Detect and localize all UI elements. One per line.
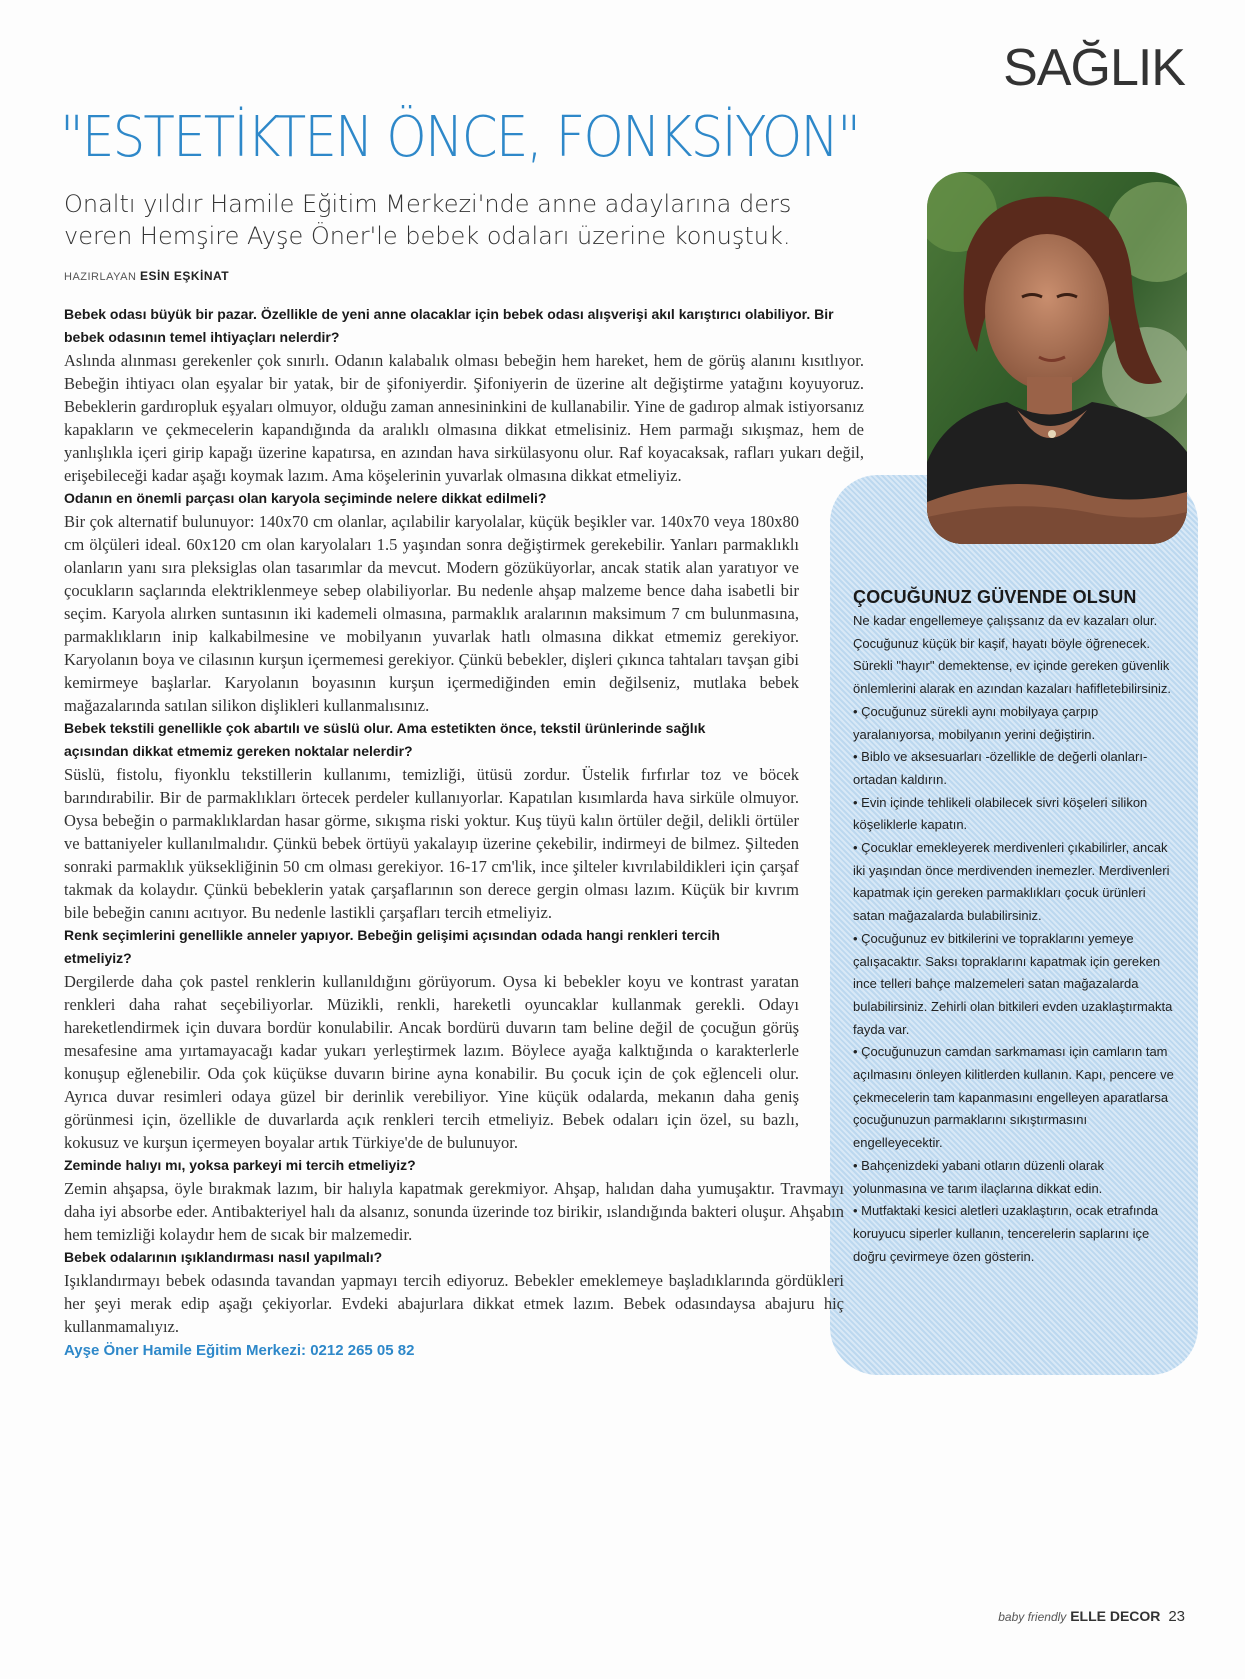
- headline: "ESTETİKTEN ÖNCE, FONKSİYON": [60, 105, 860, 170]
- sidebar-tip: • Biblo ve aksesuarları -özellikle de değerli olanları- ortadan kaldırın.: [853, 749, 1148, 787]
- question: Odanın en önemli parçası olan karyola seçiminde nelere dikkat edilmeli?: [64, 490, 547, 506]
- sidebar-text: [853, 610, 1178, 1268]
- portrait-photo: [927, 172, 1187, 544]
- question: Bebek odalarının ışıklandırması nasıl yapılmalı?: [64, 1249, 383, 1265]
- question: Bebek tekstili genellikle çok abartılı ve süslü olur. Ama estetikten önce, tekstil ürünlerinde sağlık açısından dikkat etmemiz gereken noktalar nelerdir?: [64, 720, 706, 759]
- answer: Işıklandırmayı bebek odasında tavandan yapmayı tercih ediyoruz. Bebekler emeklemeye başladıklarında gördükleri her şeyi merak edip aşağı çekiyorlar. Evdeki abajurlara dikkat etmek lazım. Bebek odasındaysa abajuru hiç kullanmamalıyız.: [64, 1271, 844, 1336]
- question: Zeminde halıyı mı, yoksa parkeyi mi tercih etmeliyiz?: [64, 1157, 416, 1173]
- interview-body: [64, 303, 864, 1364]
- answer: Süslü, fistolu, fiyonklu tekstillerin kullanımı, temizliği, ütüsü zordur. Üstelik fırfırlar toz ve böcek barındırabilir. Bir de parmaklıkları örtecek perdeler kullanıyorlar. Kapatılan kısımlarda hava sirküle olmuyor. Oysa bebeğin o parmaklıklardan hasar görme, sıkışma riski yoktur. Kuş tüyü kalın örtüler değil, delikli örtüler ve battaniyeler kullanılmalıdır. Çünkü bebek örtüyü yakalayıp üzerine çekebilir, indirmeyi de bilmez. Şilteden sonraki parmaklık yüksekliğinin 50 cm olması gerekiyor. 16-17 cm'lik, ince şilteler kıvrılabildikleri için çarşaf takmak da kolaydır. Çünkü bebeklerin yatak çarşaflarının son derece gergin olması lazım. Küçük bir kıvrım bile bebeğin canını acıtıyor. Bu nedenle lastikli çarşafları tercih etmeliyiz.: [64, 765, 799, 922]
- contact-info: Ayşe Öner Hamile Eğitim Merkezi: 0212 265 05 82: [64, 1342, 415, 1359]
- sidebar-tip: • Çocuğunuz sürekli aynı mobilyaya çarpıp yaralanıyorsa, mobilyanın yerini değiştirin.: [853, 703, 1099, 742]
- page-number: 23: [1168, 1608, 1185, 1625]
- deck: Onaltı yıldır Hamile Eğitim Merkezi'nde anne adaylarına ders veren Hemşire Ayşe Öner'le bebek odaları üzerine konuştuk.: [64, 190, 792, 250]
- byline: [64, 269, 229, 283]
- sidebar-tip: • Çocuklar emekleyerek merdivenleri çıkabilirler, ancak iki yaşından önce merdivenden inemezler. Merdivenleri kapatmak için gereken parmaklıkları çocuk ürünleri satan mağazalarda bulabilirsiniz.: [853, 840, 1170, 924]
- page-footer: [998, 1608, 1185, 1625]
- sidebar-title: ÇOCUĞUNUZ GÜVENDE OLSUN: [853, 587, 1137, 607]
- sidebar-tip: • Bahçenizdeki yabani otların düzenli olarak yolunmasına ve tarım ilaçlarına dikkat edin.: [853, 1157, 1104, 1196]
- answer: Aslında alınması gerekenler çok sınırlı. Odanın kalabalık olması bebeğin hem hareket, hem de görüş alanını kısıtlıyor. Bebeğin ihtiyacı olan eşyalar bir yatak, bir de şifoniyerdir. Şifoniyerin de üzerine alt değiştirme yatağını koyuyoruz. Bebeklerin gardıropluk eşyaları olmuyor, olduğu zaman annesininkini de kullanabilir. Yine de gadırop almak istiyorsanız kapakların ve çekmecelerin kapandığında da aralıklı olmasına dikkat etmelisiniz. Hem parmağı sıkışmaz, hem de yanlışlıkla içeri girip kapağı üzerine kapatırsa, en azından hava sirkülasyonu olur. Raf koyacaksak, rafları yukarı değil, erişebileceği kadar aşağı koymak lazım. Ama köşelerinin yuvarlak olmasına dikkat etmeliyiz.: [64, 351, 864, 485]
- question: Bebek odası büyük bir pazar. Özellikle de yeni anne olacaklar için bebek odası alışverişi akıl karıştırıcı olabiliyor. Bir bebek odasının temel ihtiyaçları nelerdir?: [64, 306, 834, 345]
- sidebar-intro: Ne kadar engellemeye çalışsanız da ev kazaları olur. Çocuğunuz küçük bir kaşif, hayatı böyle öğrenecek. Sürekli "hayır" demektense, ev içinde gereken güvenlik önlemlerini alarak en azından kazaları hafifletebilirsiniz.: [853, 613, 1171, 697]
- sidebar-tip: • Evin içinde tehlikeli olabilecek sivri köşeleri silikon köşeliklerle kapatın.: [853, 794, 1148, 833]
- section-title: SAĞLIK: [1003, 39, 1185, 97]
- byline-name: ESİN EŞKİNAT: [140, 269, 230, 283]
- question: Renk seçimlerini genellikle anneler yapıyor. Bebeğin gelişimi açısından odada hangi renkleri tercih etmeliyiz?: [64, 927, 720, 966]
- answer: Bir çok alternatif bulunuyor: 140x70 cm olanlar, açılabilir karyolalar, küçük beşikler var. 140x70 veya 180x80 cm ölçüleri ideal. 60x120 cm olan karyolaları 1.5 yaşından sonra değiştirmek gerekebilir. Yanları parmaklıklı olanların yanı sıra pleksiglas olan tasarımlar da mevcut. Modern gözüküyorlar, ancak statik alan yaratıyor ve çocukların saçlarında elektriklenmeye sebep olabiliyorlar. Bu nedenle ahşap malzeme bence daha isabetli bir seçim. Karyola alırken suntasının iki kademeli olmasına, parmaklık aralarının maksimum 7 cm bulunmasına, parmaklıkların inip kalkabilmesine ve mobilyanın yuvarlak hatlı olmasına dikkat etmemiz gerekiyor. Karyolanın boya ve cilasının kurşun içermemesi gerekiyor. Çünkü bebekler, dişleri çıkınca tahtaları tavşan gibi kemirmeye başlarlar. Karyolanın boyasının kurşun içermediğinden emin değilseniz, mutlaka bebek mağazalarında satılan silikon dişlikleri kullanmalısınız.: [64, 512, 799, 715]
- sidebar-tip: • Mutfaktaki kesici aletleri uzaklaştırın, ocak etrafında koruyucu siperler kullanın, tencerelerin saplarını içe doğru çevirmeye özen gösterin.: [853, 1203, 1159, 1264]
- magazine-name: ELLE DECOR: [1070, 1608, 1161, 1624]
- footer-tag: baby friendly: [998, 1610, 1067, 1624]
- answer: Zemin ahşapsa, öyle bırakmak lazım, bir halıyla kapatmak gerekmiyor. Ahşap, halıdan daha yumuşaktır. Travmayı daha iyi absorbe eder. Antibakteriyel halı da alsanız, sonunda üzerinde toz birikir, ıslandığında bakteri oluşur. Ahşabın hem temizliği kolaydır hem de sıcak bir malzemedir.: [64, 1179, 844, 1244]
- answer: Dergilerde daha çok pastel renklerin kullanıldığını görüyorum. Oysa ki bebekler koyu ve kontrast yaratan renkleri daha rahat seçebiliyorlar. Müzikli, renkli, hareketli oyuncaklar kullanmak gerekli. Odayı hareketlendirmek için duvara bordür konulabilir. Ancak bordürü duvarın tam beline değil de çocuğun görüş mesafesine ama yırtamayacağı kadar yukarı yerleştirmek lazım. Böylece ayağa kalktığında o karakterlerle konuşup eğlenebilir. Oda çok küçükse duvarın birine ayna konabilir. Bu çocuk için de çok eğlenceli olur. Ayrıca duvar resimleri odaya güzel bir derinlik verebiliyor. Yine küçük odalarda, mekanın daha geniş görünmesi için, özellikle de duvarlarda açık renkleri tercih etmeliyiz. Bebek odaları için özel, su bazlı, kokusuz ve kurşun içermeyen boyalar artık Türkiye'de de bulunuyor.: [64, 972, 799, 1152]
- sidebar-tip: • Çocuğunuzun camdan sarkmaması için camların tam açılmasını önleyen kilitlerden kullanın. Kapı, pencere ve çekmecelerin tam kapanmasını engelleyen aparatlarsa çocuğunuzun parmaklarını sıkıştırmasını engelleyecektir.: [853, 1044, 1174, 1151]
- byline-prefix: HAZIRLAYAN: [64, 271, 137, 283]
- portrait-illustration: [927, 172, 1187, 544]
- sidebar-tip: • Çocuğunuz ev bitkilerini ve topraklarını yemeye çalışacaktır. Saksı topraklarını kapatmak için gereken ince telleri bahçe malzemeleri satan mağazalarda bulabilirsiniz. Zehirli olan bitkileri evden uzaklaştırmakta fayda var.: [853, 930, 1173, 1037]
